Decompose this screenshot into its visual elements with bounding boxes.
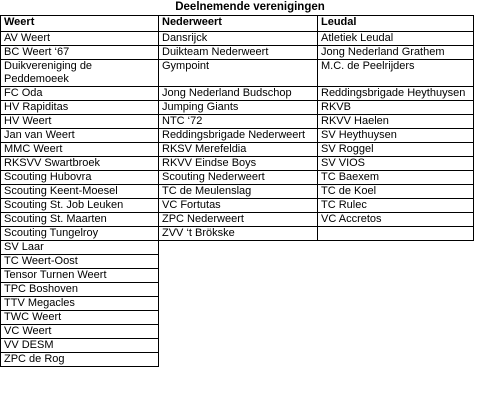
- empty-cell: [318, 269, 474, 283]
- empty-cell: [318, 325, 474, 339]
- empty-cell: [159, 325, 318, 339]
- table-cell: SV Laar: [1, 241, 159, 255]
- table-row: [1, 143, 474, 157]
- empty-cell: [318, 339, 474, 353]
- table-cell: SV VIOS: [318, 157, 474, 171]
- table-row: [1, 101, 474, 115]
- empty-cell: [318, 297, 474, 311]
- table-cell: BC Weert ‘67: [1, 46, 159, 60]
- table-cell: VV DESM: [1, 339, 159, 353]
- table-cell: TC de Koel: [318, 185, 474, 199]
- empty-cell: [318, 255, 474, 269]
- table-cell: [318, 227, 474, 241]
- empty-cell: [159, 255, 318, 269]
- table-row: [1, 241, 474, 255]
- table-row: [1, 227, 474, 241]
- table-cell: VC Accretos: [318, 213, 474, 227]
- empty-cell: [159, 269, 318, 283]
- table-cell: Jumping Giants: [159, 101, 318, 115]
- table-cell: Jong Nederland Budschop: [159, 87, 318, 101]
- empty-cell: [159, 339, 318, 353]
- empty-cell: [318, 353, 474, 367]
- table-cell: Tensor Turnen Weert: [1, 269, 159, 283]
- table-row: [1, 255, 474, 269]
- table-cell: ZPC de Rog: [1, 353, 159, 367]
- page-title: Deelnemende verenigingen: [175, 1, 325, 13]
- table-cell: M.C. de Peelrijders: [318, 60, 474, 87]
- table-cell: Scouting Nederweert: [159, 171, 318, 185]
- table-cell: TWC Weert: [1, 311, 159, 325]
- table-cell: RKVB: [318, 101, 474, 115]
- table-cell: HV Rapiditas: [1, 101, 159, 115]
- empty-cell: [159, 241, 318, 255]
- table-row: [1, 46, 474, 60]
- table-row: [1, 32, 474, 46]
- table-cell: Scouting Hubovra: [1, 171, 159, 185]
- header-row: [1, 16, 474, 32]
- table-row: [1, 185, 474, 199]
- table-cell: Atletiek Leudal: [318, 32, 474, 46]
- table-row: [1, 325, 474, 339]
- column-header-nederweert: Nederweert: [159, 16, 318, 32]
- table-cell: HV Weert: [1, 115, 159, 129]
- table-cell: Scouting Tungelroy: [1, 227, 159, 241]
- table-row: [1, 269, 474, 283]
- empty-cell: [159, 311, 318, 325]
- table-cell: Reddingsbrigade Nederweert: [159, 129, 318, 143]
- table-cell: FC Oda: [1, 87, 159, 101]
- table-cell: NTC ‘72: [159, 115, 318, 129]
- table-cell: Gympoint: [159, 60, 318, 87]
- table-cell: Scouting Keent-Moesel: [1, 185, 159, 199]
- table-cell: RKSVV Swartbroek: [1, 157, 159, 171]
- table-cell: TC Rulec: [318, 199, 474, 213]
- column-header-leudal: Leudal: [318, 16, 474, 32]
- empty-cell: [318, 241, 474, 255]
- table-row: [1, 339, 474, 353]
- table-cell: RKSV Merefeldia: [159, 143, 318, 157]
- table-cell: VC Weert: [1, 325, 159, 339]
- table-cell: TC Baexem: [318, 171, 474, 185]
- table-cell: TPC Boshoven: [1, 283, 159, 297]
- empty-cell: [159, 283, 318, 297]
- table-row: [1, 311, 474, 325]
- table-row: [1, 87, 474, 101]
- table-cell: RKVV Eindse Boys: [159, 157, 318, 171]
- table-cell: MMC Weert: [1, 143, 159, 157]
- table-cell: Scouting St. Maarten: [1, 213, 159, 227]
- table-cell: Dansrijck: [159, 32, 318, 46]
- table-row: [1, 353, 474, 367]
- table-row: [1, 297, 474, 311]
- table-cell: Reddingsbrigade Heythuysen: [318, 87, 474, 101]
- table-cell: SV Roggel: [318, 143, 474, 157]
- table-cell: TC de Meulenslag: [159, 185, 318, 199]
- table-cell: Duikteam Nederweert: [159, 46, 318, 60]
- table-cell: Jong Nederland Grathem: [318, 46, 474, 60]
- clubs-table: [0, 15, 474, 367]
- table-cell: TC Weert-Oost: [1, 255, 159, 269]
- table-row: [1, 171, 474, 185]
- table-row: [1, 115, 474, 129]
- table-row: [1, 199, 474, 213]
- table-cell: TTV Megacles: [1, 297, 159, 311]
- table-cell: Scouting St. Job Leuken: [1, 199, 159, 213]
- table-cell: ZVV ‘t Brökske: [159, 227, 318, 241]
- table-cell: VC Fortutas: [159, 199, 318, 213]
- table-body: [1, 32, 474, 367]
- empty-cell: [159, 297, 318, 311]
- table-cell: Duikvereniging de Peddemoeek: [1, 60, 159, 87]
- column-header-weert: Weert: [1, 16, 159, 32]
- table-cell: Jan van Weert: [1, 129, 159, 143]
- table-row: [1, 213, 474, 227]
- empty-cell: [159, 353, 318, 367]
- table-cell: AV Weert: [1, 32, 159, 46]
- empty-cell: [318, 311, 474, 325]
- empty-cell: [318, 283, 474, 297]
- table-cell: SV Heythuysen: [318, 129, 474, 143]
- table-cell: ZPC Nederweert: [159, 213, 318, 227]
- table-row: [1, 283, 474, 297]
- table-cell: RKVV Haelen: [318, 115, 474, 129]
- table-row: [1, 157, 474, 171]
- table-row: [1, 60, 474, 87]
- table-row: [1, 129, 474, 143]
